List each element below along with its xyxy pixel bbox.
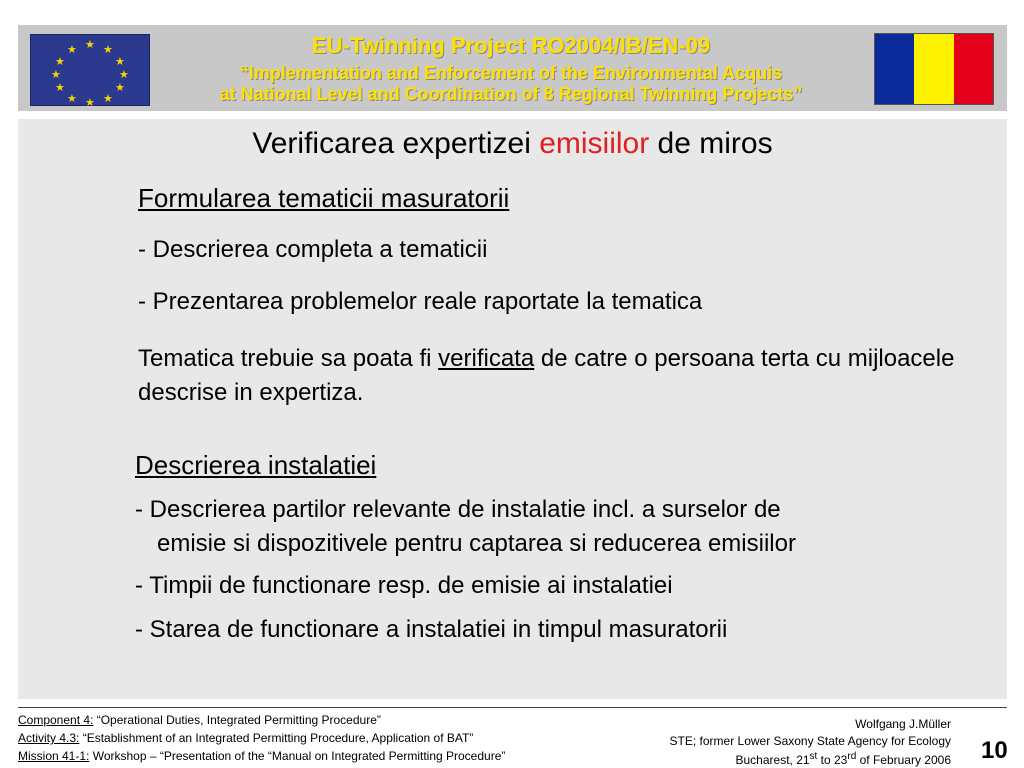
footer-activity: Activity 4.3: “Establishment of an Integrated Permitting Procedure, Application of BAT” bbox=[18, 731, 474, 745]
romania-flag-icon bbox=[874, 33, 994, 105]
header-subtitle-line2: at National Level and Coordination of 8 Regional Twinning Projects” bbox=[219, 84, 803, 104]
slide-content bbox=[18, 119, 1007, 699]
section2-heading: Descrierea instalatiei bbox=[135, 450, 377, 480]
footer-component: Component 4: “Operational Duties, Integrated Permitting Procedure” bbox=[18, 713, 381, 727]
slide-title: Verificarea expertizei emisiilor de miros bbox=[252, 127, 773, 160]
header-project-title: EU-Twinning Project RO2004/IB/EN-09 bbox=[311, 33, 711, 58]
verification-paragraph: Tematica trebuie sa poata fi verificata de catre o persoana terta cu mijloacele descrise in expertiza. bbox=[138, 345, 955, 406]
page-number: 10 bbox=[981, 737, 1008, 764]
slide-header bbox=[18, 25, 1007, 111]
footer-mission: Mission 41-1: Workshop – “Presentation of the “Manual on Integrated Permitting Procedure” bbox=[18, 749, 506, 763]
eu-flag-icon: ★ ★ ★ ★ ★ ★ ★ ★ ★ ★ ★ ★ bbox=[30, 34, 150, 106]
section2-item-1-line1: - Descrierea partilor relevante de instalatie incl. a surselor de bbox=[135, 496, 781, 523]
footer-divider bbox=[18, 707, 1007, 708]
title-accent-word: emisiilor bbox=[539, 127, 650, 160]
section1-heading: Formularea tematicii masuratorii bbox=[138, 183, 510, 213]
footer-date: Bucharest, 21st to 23rd of February 2006 bbox=[735, 751, 951, 767]
underlined-word: verificata bbox=[438, 345, 535, 372]
section2-item-2: - Timpii de functionare resp. de emisie ai instalatiei bbox=[135, 572, 673, 599]
footer-author: Wolfgang J.Müller bbox=[855, 717, 951, 731]
section1-item-1: - Descrierea completa a tematicii bbox=[138, 236, 488, 263]
section2-item-3: - Starea de functionare a instalatiei in timpul masuratorii bbox=[135, 616, 728, 643]
header-subtitle-line1: “Implementation and Enforcement of the Environmental Acquis bbox=[239, 63, 783, 83]
footer-agency: STE; former Lower Saxony State Agency for Ecology bbox=[669, 734, 951, 748]
section1-item-2: - Prezentarea problemelor reale raportate la tematica bbox=[138, 288, 703, 315]
section2-item-1-line2: emisie si dispozitivele pentru captarea si reducerea emisiilor bbox=[157, 530, 796, 557]
